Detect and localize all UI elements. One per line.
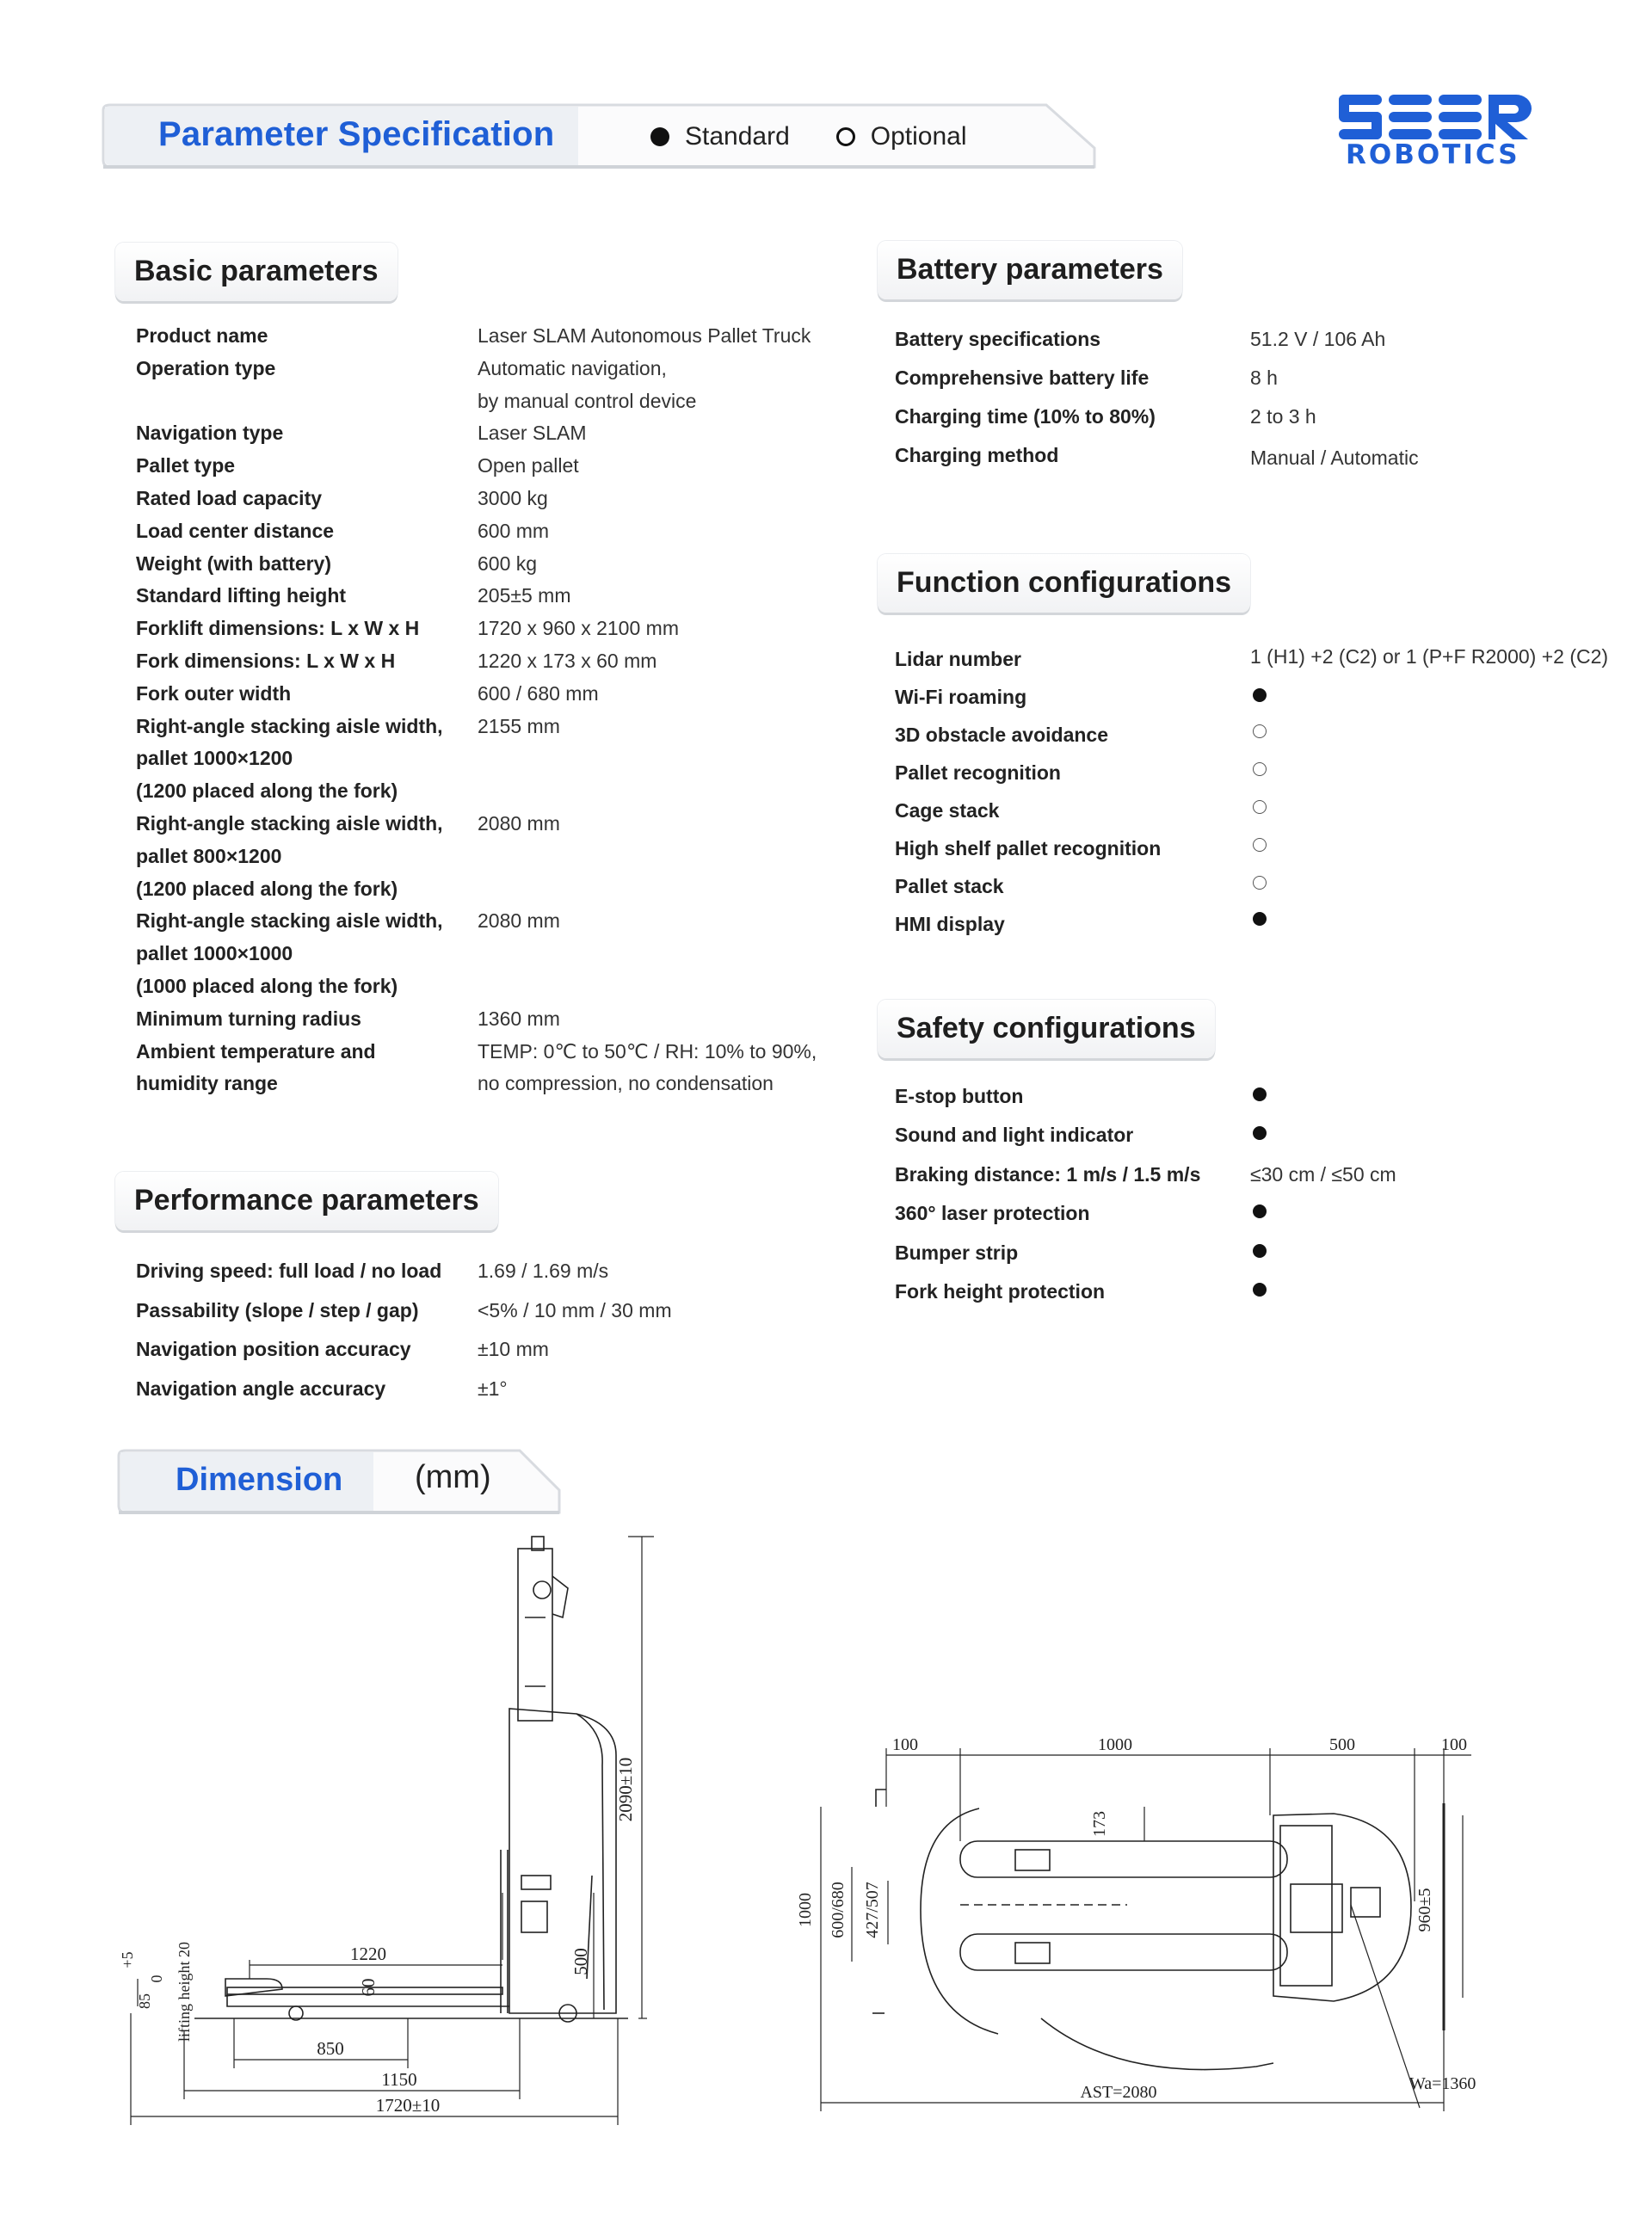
table-row: Right-angle stacking aisle width, 2155 mm	[136, 714, 560, 737]
page-title: Parameter Specification	[158, 115, 555, 153]
battery-area	[1280, 1826, 1332, 1986]
function-configurations-tab: Function configurations	[878, 554, 1250, 613]
handle-grip	[552, 1576, 568, 1617]
legend-optional: Optional	[870, 122, 967, 151]
table-row: Minimum turning radius 1360 mm	[136, 1007, 560, 1030]
fork-wheel-right	[1015, 1943, 1050, 1963]
optional-ring-icon	[1253, 838, 1267, 852]
dim-lift-label: lifting height 20	[176, 1942, 193, 2042]
table-row: (1000 placed along the fork)	[136, 975, 398, 997]
table-row: pallet 1000×1200	[136, 747, 293, 770]
table-row: Driving speed: full load / no load 1.69 / 1.69 m/s	[136, 1260, 609, 1282]
table-row: (1200 placed along the fork)	[136, 779, 398, 803]
table-row: Wi-Fi roaming	[895, 678, 1026, 716]
table-row: Right-angle stacking aisle width, 2080 mm	[136, 812, 560, 835]
battery-parameters-tab: Battery parameters	[878, 241, 1182, 299]
dim-fork-inner: 427/507	[863, 1882, 882, 1938]
dim-fork-outer: 600/680	[829, 1882, 848, 1938]
table-row: E-stop button	[895, 1077, 1023, 1116]
table-row: Charging time (10% to 80%) 2 to 3 h	[895, 405, 1316, 428]
optional-ring-icon	[1253, 876, 1267, 890]
table-row: Load center distance 600 mm	[136, 519, 550, 542]
optional-ring-icon	[1253, 724, 1267, 738]
header-banner	[100, 103, 1098, 170]
standard-dot-icon	[1253, 1087, 1267, 1101]
table-row: Forklift dimensions: L x W x H 1720 x 960 x 2100 mm	[136, 617, 679, 640]
table-row: 3D obstacle avoidance	[895, 716, 1108, 754]
control-box	[1351, 1888, 1380, 1917]
fork-wheel-left	[1015, 1850, 1050, 1870]
fork-left	[960, 1841, 1287, 1877]
table-row: Ambient temperature and TEMP: 0℃ to 50℃ / RH: 10% to 90%,	[136, 1039, 817, 1063]
table-row: Braking distance: 1 m/s / 1.5 m/s ≤30 cm / ≤50 cm	[895, 1162, 1396, 1186]
dim-body: 1150	[381, 2069, 417, 2090]
panel-box	[521, 1901, 547, 1932]
handle-column	[518, 1549, 552, 1721]
dimension-unit: (mm)	[415, 1459, 491, 1495]
standard-dot-icon	[1253, 688, 1267, 702]
table-row: High shelf pallet recognition	[895, 829, 1161, 867]
table-row: Navigation type Laser SLAM	[136, 422, 587, 445]
dim-wheelbase: 850	[317, 2038, 344, 2059]
drive-unit	[1291, 1884, 1342, 1932]
table-row: humidity range no compression, no condensation	[136, 1072, 774, 1095]
table-row: Cage stack	[895, 792, 999, 829]
dim-overall: 1720±10	[375, 2095, 441, 2116]
table-row: pallet 1000×1000	[136, 942, 293, 965]
table-row: Pallet stack	[895, 867, 1004, 905]
table-row: Pallet recognition	[895, 754, 1061, 792]
logo-text: ROBOTICS	[1346, 139, 1520, 170]
performance-parameters-table	[136, 1251, 841, 1414]
standard-dot-icon	[650, 127, 669, 146]
dim-clearance-left: 100	[892, 1735, 918, 1754]
table-row: Comprehensive battery life 8 h	[895, 367, 1278, 389]
table-row: Charging method Manual / Automatic	[895, 444, 1419, 469]
performance-parameters-tab: Performance parameters	[115, 1172, 498, 1230]
table-row: Lidar number 1 (H1) +2 (C2) or 1 (P+F R2000) +2 (C2)	[895, 645, 1609, 670]
table-row: Fork dimensions: L x W x H 1220 x 173 x 60 mm	[136, 650, 657, 672]
table-row: Pallet type Open pallet	[136, 454, 579, 477]
side-view-drawing	[112, 1531, 731, 2151]
dim-lift-zero: 0	[148, 1974, 165, 1983]
dim-height: 2090±10	[615, 1757, 636, 1822]
dim-aisle: AST=2080	[1080, 2083, 1157, 2102]
optional-ring-icon	[836, 127, 855, 146]
table-row: Navigation angle accuracy ±1°	[136, 1377, 508, 1400]
top-view-drawing	[757, 1729, 1476, 2125]
table-row: Bumper strip	[895, 1234, 1018, 1272]
legend-standard: Standard	[685, 122, 790, 151]
table-row: Battery specifications 51.2 V / 106 Ah	[895, 328, 1386, 350]
table-row: Fork height protection	[895, 1272, 1105, 1311]
turning-arc	[921, 1808, 998, 2034]
fork-right	[960, 1934, 1287, 1970]
dim-fork-width: 173	[1090, 1811, 1109, 1837]
dimension-title: Dimension	[176, 1462, 343, 1498]
seer-logo	[1339, 93, 1537, 179]
table-row: 360° laser protection	[895, 1194, 1090, 1233]
dimension-banner	[115, 1447, 563, 1516]
dim-pallet-width: 1000	[796, 1893, 815, 1927]
dim-lift-tol: +5	[119, 1951, 136, 1968]
dim-overall-width: 960±5	[1415, 1888, 1434, 1932]
table-row: Operation type Automatic navigation,	[136, 356, 667, 379]
optional-ring-icon	[1253, 800, 1267, 814]
dim-pallet: 1000	[1098, 1735, 1132, 1754]
table-row: pallet 800×1200	[136, 844, 282, 867]
standard-dot-icon	[1253, 912, 1267, 926]
standard-dot-icon	[1253, 1283, 1267, 1297]
dim-lift-low: 85	[136, 1993, 153, 2009]
handle-knob	[533, 1581, 551, 1599]
table-row: (1200 placed along the fork)	[136, 877, 398, 900]
panel-slot	[521, 1876, 551, 1889]
table-row: Right-angle stacking aisle width, 2080 mm	[136, 909, 560, 933]
dim-mast: 500	[570, 1948, 591, 1975]
table-row: Fork outer width 600 / 680 mm	[136, 681, 599, 705]
table-row: HMI display	[895, 905, 1005, 943]
table-row: Weight (with battery) 600 kg	[136, 551, 538, 575]
table-row: Rated load capacity 3000 kg	[136, 487, 548, 509]
standard-dot-icon	[1253, 1204, 1267, 1218]
dim-turning: Wa=1360	[1409, 2074, 1476, 2093]
table-row: Navigation position accuracy ±10 mm	[136, 1338, 549, 1361]
safety-configurations-table	[895, 1077, 1618, 1318]
table-row: Product name Laser SLAM Autonomous Pallet Truck	[136, 324, 811, 347]
seer-logo-mark	[1339, 93, 1537, 141]
dim-fork-thickness: 60	[358, 1978, 379, 1997]
legend	[650, 122, 967, 151]
table-row: Sound and light indicator	[895, 1116, 1133, 1155]
standard-dot-icon	[1253, 1126, 1267, 1140]
basic-parameters-table: Product name Laser SLAM Autonomous Pallet Truck Operation type Automatic navigation, by manual control device Navigation type Laser SLAM Pallet type Open pallet Rated load capacity 3000 kg Load center distance 600 mm Weight (with battery) 600 kg Standard lifting height 205±5 mm Forklift dimensions: L x W x H 1720 x 960 x 2100 mm Fork dimensions: L x W x H 1220 x 173 x 60 mm Fork outer width 600 / 680 mm Right-angle stacking aisle width, 2155 mm pallet 1000×1200 (1200 placed along the fork) Right-angle stacking aisle width, 2080 mm pallet 800×1200 (1200 placed along the fork) Right-angle stacking aisle width, 2080 mm pallet 1000×1000 (1000 placed along the fork) Minimum turning radius 1360 mm Ambient temperature and TEMP: 0℃ to 50℃ / RH: 10% to 90%, humidity range no compression, no condensation	[136, 320, 841, 1112]
table-row: Passability (slope / step / gap) <5% / 10 mm / 30 mm	[136, 1298, 672, 1321]
standard-dot-icon	[1253, 1244, 1267, 1258]
pallet-corner	[876, 1790, 886, 1807]
dim-fork-length: 1220	[350, 1944, 386, 1964]
basic-parameters-tab: Basic parameters	[115, 243, 398, 301]
table-row: Standard lifting height 205±5 mm	[136, 584, 571, 607]
battery-parameters-table	[895, 320, 1618, 475]
optional-ring-icon	[1253, 762, 1267, 776]
truck-body	[509, 1709, 616, 2013]
function-configurations-table	[895, 640, 1618, 958]
dim-clearance-right: 100	[1441, 1735, 1467, 1754]
safety-configurations-tab: Safety configurations	[878, 1000, 1215, 1058]
dim-body-length: 500	[1329, 1735, 1355, 1754]
